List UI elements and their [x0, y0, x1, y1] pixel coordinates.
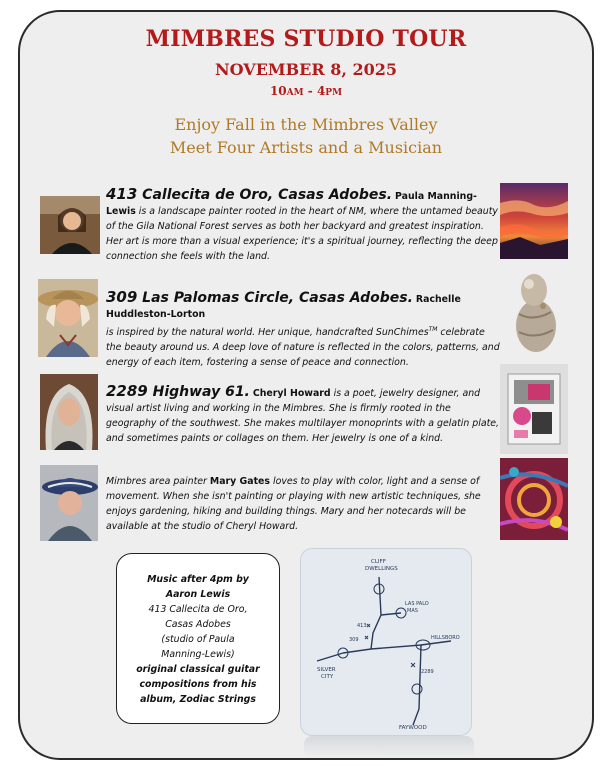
rachelle-portrait: [38, 279, 98, 357]
artist-bio-cheryl: 2289 Highway 61. Cheryl Howard is a poet, jewelry designer, and visual artist living and working in the Mimbres. She is firmly rooted in the geography of the southwest. She makes multilayer monoprints with a gelatin plate, and sometimes paints or collages on them. Her jewelry is one of a kind.: [106, 382, 500, 444]
map-label-laspalomas: LAS PALO: [405, 601, 429, 607]
cheryl-monoprint: [500, 364, 568, 454]
tour-title: MIMBRES STUDIO TOUR: [145, 26, 467, 52]
artist-bio-mary: Mimbres area painter Mary Gates loves to play with color, light and a sense of movement. When she isn't painting or playing with new artistic techniques, she enjoys gardening, hiking and building things. Mary and her notecards will be available at the studio of Cheryl Howard.: [106, 476, 481, 532]
map-label-309: 309: [349, 637, 359, 643]
map-label-city: CITY: [321, 674, 334, 680]
map-label-dwellings: DWELLINGS: [365, 566, 398, 572]
mary-painting: [500, 458, 568, 540]
paula-painting: [500, 183, 568, 259]
map-label-413: 413: [357, 623, 367, 629]
map-label-laspalomas-2: MAS: [407, 608, 418, 614]
address-413: 413 Callecita de Oro, Casas Adobes.: [106, 185, 393, 203]
address-2289: 2289 Highway 61.: [106, 382, 250, 400]
tour-date: NOVEMBER 8, 2025: [215, 60, 397, 79]
artist-bio-rachelle: 309 Las Palomas Circle, Casas Adobes. Rachelle Huddleston-Lorton is inspired by the natural world. Her unique, handcrafted SunChimes™ celebrate the beauty around us. A deep love of nature is reflected in the colors, patterns, and energy of each item, fostering a sense of peace and connection.: [106, 288, 500, 369]
map-reflection: [304, 736, 474, 758]
music-info-box: Music after 4pm by Aaron Lewis 413 Callecita de Oro, Casas Adobes (studio of Paula Manning-Lewis) original classical guitar compositions from his album, Zodiac Strings: [116, 553, 280, 724]
mary-portrait: [40, 465, 98, 541]
map-label-hillsboro: HILLSBORO: [431, 635, 460, 641]
cheryl-portrait: [40, 374, 98, 450]
map-label-2289: 2289: [421, 669, 434, 675]
map-label-cliff: CLIFF: [371, 559, 386, 565]
artist-bio-paula: 413 Callecita de Oro, Casas Adobes. Paula Manning-Lewis is a landscape painter rooted in the heart of NM, where the untamed beauty of the Gila National Forest serves as both her backyard and greatest inspiration. Her art is more than a visual experience; it's a spiritual journey, reflecting the deep connection she feels with the land.: [106, 185, 498, 262]
sunchime-sculpture: [503, 262, 565, 360]
tagline-fall: Enjoy Fall in the Mimbres Valley: [174, 115, 438, 134]
address-309: 309 Las Palomas Circle, Casas Adobes.: [106, 288, 413, 306]
map-label-silver: SILVER: [317, 667, 336, 673]
map-label-faywood: FAYWOOD: [399, 725, 427, 731]
tour-hours: 10AM - 4PM: [269, 84, 343, 98]
tagline-artists: Meet Four Artists and a Musician: [169, 138, 443, 157]
tour-map: [300, 548, 472, 736]
paula-portrait: [40, 196, 100, 254]
